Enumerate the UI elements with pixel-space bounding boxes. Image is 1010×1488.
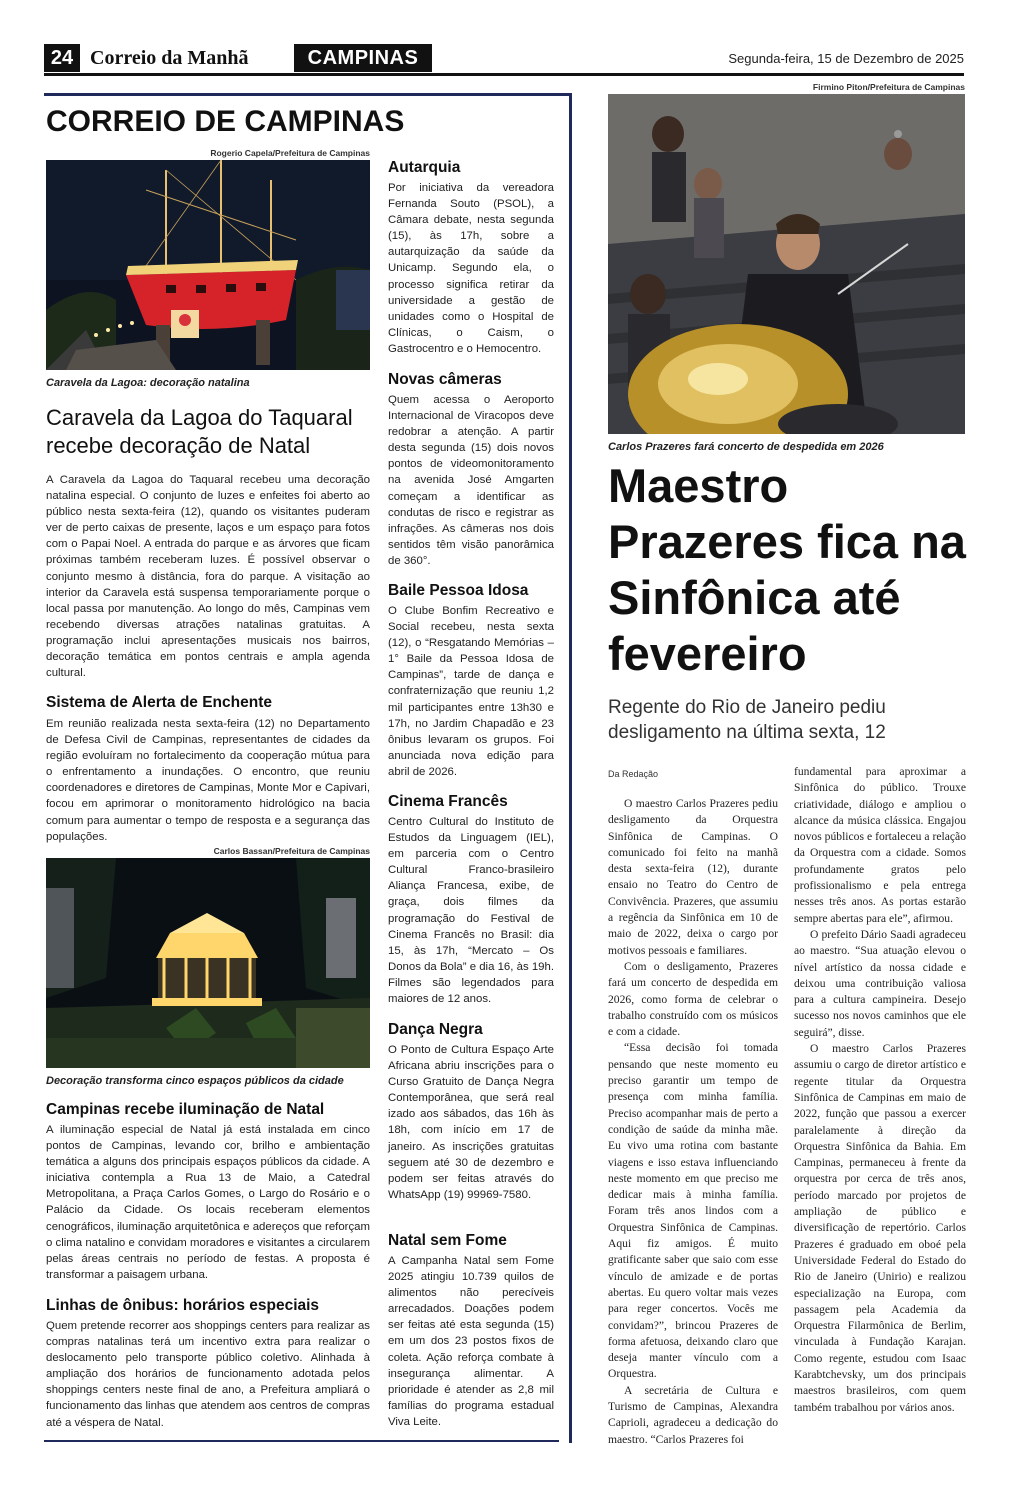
main-headline: Maestro Prazeres fica na Sinfônica até fevereiro: [608, 459, 966, 680]
caravela-photo: [46, 160, 370, 370]
box-right-rule: [569, 93, 572, 1443]
header-rule: [44, 73, 964, 76]
main-photo-credit: Firmino Piton/Prefeitura de Campinas: [812, 82, 965, 92]
byline: Da Redação: [608, 769, 659, 779]
newspaper-name: Correio da Manhã: [90, 47, 249, 69]
photo1-credit: Rogerio Capela/Prefeitura de Campinas: [210, 148, 370, 158]
onibus-body: Quem pretende recorrer aos shoppings centers para realizar as compras natalinas terá um incentivo extra para realizar o deslocamento pelo transporte público coletivo. Alinhada à ampliação dos horários de funcionamento adotada pelos shoppings centers neste final de ano, a Prefeitura ampliará o funcionamento das linhas que atendem aos centros de compras até a véspera de Natal.: [46, 1320, 370, 1429]
box-top-rule: [44, 93, 571, 96]
section-tag: CAMPINAS: [294, 44, 432, 72]
fome-title: Natal sem Fome: [388, 1232, 507, 1249]
cinema-body: Centro Cultural do Instituto de Estudos da Linguagem (IEL), em parceria com o Centro Cultural Franco-brasileiro Aliança Francesa, exibe, de graça, dois filmes da programação do Festival de Cinema Francês no Brasil: dia 15, às 17h, “Mercato – Os Donos da Bola” e dia 16, às 19h. Filmes são legendados para maiores de 12 anos.: [388, 816, 554, 1006]
cameras-body: Quem acessa o Aeroporto Internacional de Viracopos deve redobrar a atenção. A partir desta segunda (15) dois novos pontos de videomonitoramento na avenida José Amgarten começam a identificar as condutas de risco e registrar as infrações. As câmeras nos dois sentidos têm visão panorâmica de 360°.: [388, 394, 554, 567]
main-photo-caption: Carlos Prazeres fará concerto de despedida em 2026: [608, 441, 884, 453]
alerta-body: Em reunião realizada nesta sexta-feira (12) no Departamento de Defesa Civil de Campinas, representantes de cidades da região evoluíram no fortalecimento da cooperação mútua para o enfrentamento a inundações. O encontro, que reuniu coordenadores e diretores de Campinas, Monte Mor e Capivari, focou em aprimorar o monitoramento hidrológico na bacia comum para aumentar o tempo de resposta e a segurança das populações.: [46, 718, 370, 843]
baile-title: Baile Pessoa Idosa: [388, 582, 529, 599]
autarquia-title: Autarquia: [388, 159, 461, 176]
box-bottom-rule: [44, 1440, 559, 1442]
page-number: 24: [44, 44, 80, 72]
paragraph: fundamental para aproximar a Sinfônica do público. Trouxe criatividade, diálogo e ampliou o alcance da música clássica. Engajou novos públicos e fortaleceu a relação da Orquestra com a cidade. Somos profundamente gratos pelo profissionalismo e pela entrega nesses três anos. As portas estarão sempre abertas para ele”, afirmou.: [794, 765, 966, 925]
caravela-body: A Caravela da Lagoa do Taquaral recebeu uma decoração natalina especial. O conjunto de luzes e enfeites foi aberto ao público nesta sexta-feira (12), quando os visitantes puderam ver de perto caixas de presente, laços e um espaço para fotos com o Papai Noel. A entrada do parque e as árvores que ficam próximas também receberam luzes. É possível observar o conjunto mesmo à distância, fora do parque. A visitação ao interior da Caravela está suspensa temporariamente porque o local passa por manutenção. Ao longo do mês, Campinas vem recebendo diversas atrações natalinas gratuitas. A programação inclui apresentações musicais nos bairros, decoração temática em pontos centrais e ampla agenda cultural.: [46, 474, 370, 680]
iluminacao-title: Campinas recebe iluminação de Natal: [46, 1101, 325, 1118]
alerta-title: Sistema de Alerta de Enchente: [46, 694, 272, 711]
baile-body: O Clube Bonfim Recreativo e Social recebeu, nesta sexta (12), o “Resgatando Memórias – 1° Baile da Pessoa Idosa de Campinas”, tarde de dança e confraternização que reuniu 1,2 mil participantes entre 13h30 e 17h, no Jardim Chapadão e 23 ônibus levaram os grupos. Foi anunciada nova edição para abril de 2026.: [388, 605, 554, 778]
paragraph: Com o desligamento, Prazeres fará um concerto de despedida em 2026, como forma de celebrar o trabalho construído com os músicos e com a cidade.: [608, 959, 778, 1039]
onibus-title: Linhas de ônibus: horários especiais: [46, 1297, 320, 1314]
article-column-1: [608, 796, 778, 1448]
edition-date: Segunda-feira, 15 de Dezembro de 2025: [728, 51, 964, 66]
photo1-caption: Caravela da Lagoa: decoração natalina: [46, 377, 250, 389]
photo2-caption: Decoração transforma cinco espaços públicos da cidade: [46, 1075, 344, 1087]
paragraph: O maestro Carlos Prazeres assumiu o cargo de diretor artístico e regente titular da Orquestra Sinfônica de Campinas em maio de 2022, função que passou a exercer paralelamente à direção da Orquestra Sinfônica da Bahia. Em Campinas, permaneceu à frente da orquestra por cerca de três anos, período marcado por projetos de ampliação de público e diversificação de repertório. Carlos Prazeres é graduado em oboé pela Universidade Federal do Estado do Rio de Janeiro (Unirio) e realizou especialização na Europa, com passagem pela Academia da Orquestra Filarmônica de Berlim, vinculada à Fundação Karajan. Como regente, estudou com Isaac Karabtchevsky, um dos principais maestros brasileiros, com quem também trabalhou por vários anos.: [794, 1042, 966, 1414]
iluminacao-body: A iluminação especial de Natal já está instalada em cinco pontos de Campinas, levando cor, brilho e ambientação temática a alguns dos principais espaços públicos da cidade. A iniciativa contempla a Rua 13 de Maio, a Catedral Metropolitana, a Praça Carlos Gomes, o Largo do Rosário e o Palácio da Cidade. Os locais receberam elementos cenográficos, iluminação arquitetônica e adereços que reforçam o clima natalino e convidam moradores e visitantes a circularem pelas áreas centrais no período de festas. A proposta é transformar a paisagem urbana.: [46, 1124, 370, 1281]
main-deck: Regente do Rio de Janeiro pediu desligamento na última sexta, 12: [608, 697, 886, 743]
iluminacao-photo: [46, 858, 370, 1068]
fome-body: A Campanha Natal sem Fome 2025 atingiu 10.739 quilos de alimentos não perecíveis arrecadados. Doações podem ser feitas até esta segunda (15) em um dos 23 postos fixos de coleta. Ação reforça combate à insegurança alimentar. A prioridade é atender as 2,8 mil famílias do programa estadual Viva Leite.: [388, 1255, 554, 1428]
paragraph: “Essa decisão foi tomada pensando que neste momento eu preciso garantir um tempo de presença com minha família. Preciso acompanhar mais de perto a condição de saúde da minha mãe. Eu vivo uma rotina com bastante viagens e isso estava influenciando neste momento em que preciso me dedicar mais à minha família. Foram três anos lindos com a Orquestra Sinfônica de Campinas. Aqui fiz amigos. É muito gratificante saber que saio com esse vínculo de amizade e de portas abertas. Eu quero voltar mais vezes para reger concertos. Vocês me convidam?”, brincou Prazeres de forma afetuosa, deixando claro que deseja manter vínculo com a Orquestra.: [608, 1041, 778, 1381]
photo2-credit: Carlos Bassan/Prefeitura de Campinas: [213, 846, 370, 856]
cameras-title: Novas câmeras: [388, 371, 502, 388]
maestro-photo: [608, 94, 965, 434]
caravela-headline: Caravela da Lagoa do Taquaral recebe decoração de Natal: [46, 405, 353, 458]
danca-body: O Ponto de Cultura Espaço Arte Africana abriu inscrições para o Curso Gratuito de Dança Negra Contemporânea, que será real izado aos sábados, das 16h às 18h, com início em 17 de janeiro. As inscrições gratuitas seguem até 30 de dezembro e podem ser feitas através do WhatsApp (19) 99969-7580.: [388, 1044, 554, 1201]
paragraph: O maestro Carlos Prazeres pediu desligamento da Orquestra Sinfônica de Campinas. O comunicado foi feito na manhã desta sexta-feira (12), durante ensaio no Teatro do Centro de Convivência. Prazeres, que assumiu a regência da Sinfônica em 10 de maio de 2022, deixa o cargo por motivos pessoais e familiares.: [608, 797, 778, 957]
box-title: CORREIO DE CAMPINAS: [46, 105, 405, 138]
autarquia-body: Por iniciativa da vereadora Fernanda Souto (PSOL), a Câmara debate, nesta segunda (15), às 17h, sobre a autarquização da saúde da Unicamp. Segundo ela, o processo significa retirar da universidade a gestão de unidades como o Hospital de Clínicas, o Caism, o Gastrocentro e o Hemocentro.: [388, 182, 554, 355]
danca-title: Dança Negra: [388, 1021, 483, 1038]
paragraph: A secretária de Cultura e Turismo de Campinas, Alexandra Caprioli, agradeceu a dedicação do maestro. “Carlos Prazeres foi: [608, 1383, 778, 1446]
cinema-title: Cinema Francês: [388, 793, 508, 810]
article-column-2: [794, 764, 966, 1416]
paragraph: O prefeito Dário Saadi agradeceu ao maestro. “Sua atuação elevou o nível artístico da nossa cidade e deixou uma contribuição valiosa para a cultura campineira. Desejo sucesso nos novos caminhos que ele seguirá”, disse.: [794, 927, 966, 1039]
